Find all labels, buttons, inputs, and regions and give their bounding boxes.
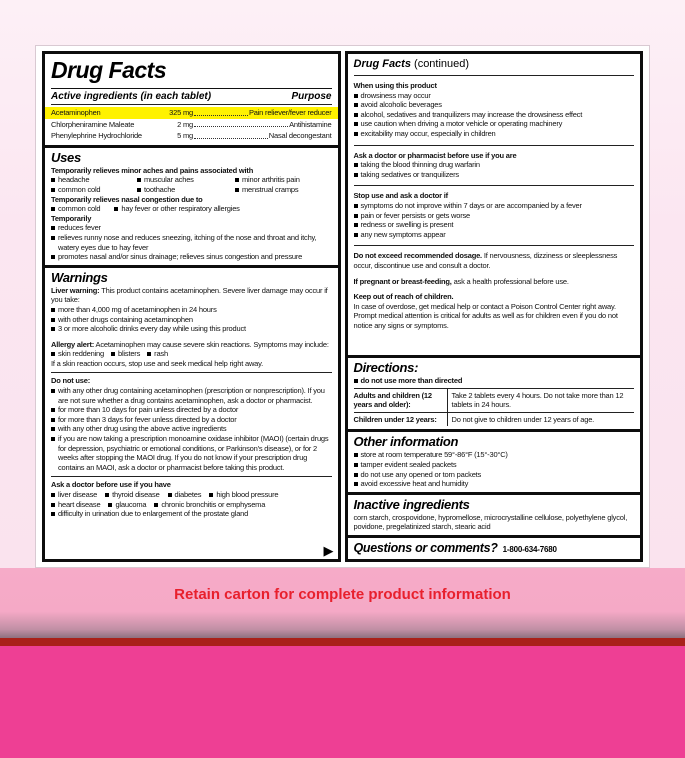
keep-out-notice — [354, 292, 635, 330]
keep-out-notice-label: Keep out of reach of children. — [353, 292, 454, 302]
bullet-item: hay fever or other respiratory allergies — [114, 204, 239, 214]
questions-phone-number: 1-800-634-7680 — [502, 545, 557, 554]
bullet-square-icon — [105, 493, 109, 497]
pink-band — [0, 568, 685, 638]
warnings-title: Warnings — [51, 269, 108, 285]
bullet-square-icon — [137, 188, 141, 192]
bullet-square-icon — [354, 214, 358, 218]
bullet-square-icon — [51, 188, 55, 192]
uses-nasal-bullets — [51, 204, 332, 214]
bullet-item: with any other drug using the above active ingredients — [51, 424, 332, 434]
liver-warning-label: Liver warning: — [51, 285, 100, 295]
continue-arrow-icon: ▶ — [323, 543, 334, 558]
directions-row-label: Children under 12 years: — [354, 413, 448, 427]
bullet-item: redness or swelling is present — [354, 220, 635, 230]
bullet-item: store at room temperature 59°-86°F (15°-30°C) — [354, 450, 635, 460]
bullet-item: thyroid disease — [105, 490, 159, 500]
allergy-alert-text: Acetaminophen may cause severe skin reactions. Symptoms may include: — [95, 339, 329, 349]
bullet-item: high blood pressure — [209, 490, 278, 500]
bullet-item: glaucoma — [108, 500, 146, 510]
stop-use-section — [348, 189, 641, 242]
bullet-square-icon — [354, 463, 358, 467]
bullet-square-icon — [354, 223, 358, 227]
bullet-item: rash — [147, 349, 168, 359]
bullet-square-icon — [51, 236, 55, 240]
directions-bullet: do not use more than directed — [354, 376, 635, 386]
bullet-square-icon — [51, 178, 55, 182]
bullet-square-icon — [235, 188, 239, 192]
drug-facts-right-column — [345, 51, 644, 562]
ingredient-name: Phenylephrine Hydrochloride — [51, 131, 142, 141]
inactive-ingredients-text: corn starch, crospovidone, hypromellose, microcrystalline cellulose, polyethylene glycol, povidone, pregelatinized starch, stearic acid — [353, 512, 628, 532]
bullet-item: taking sedatives or tranquilizers — [354, 170, 635, 180]
bullet-square-icon — [354, 204, 358, 208]
uses-temp-bullets — [51, 223, 332, 261]
when-using-section — [348, 79, 641, 142]
bullet-item: menstrual cramps — [235, 185, 332, 195]
ingredient-amount: 2 mg — [177, 119, 193, 129]
bullet-item: pain or fever persists or gets worse — [354, 211, 635, 221]
bullet-square-icon — [51, 418, 55, 422]
bullet-square-icon — [168, 493, 172, 497]
drug-facts-continued-title — [348, 54, 641, 72]
bullet-square-icon — [51, 318, 55, 322]
ingredient-row-phenylephrine — [45, 130, 338, 142]
directions-row-value: Do not give to children under 12 years of age. — [451, 414, 595, 424]
bullet-item: any new symptoms appear — [354, 230, 635, 240]
bullet-item: with any other drug containing acetaminophen (prescription or nonprescription). If you are not sure whether a drug contains acetaminophen, ask a doctor or pharmacist. — [51, 386, 332, 405]
pregnancy-notice-text: ask a health professional before use. — [453, 276, 569, 286]
bullet-item: muscular aches — [137, 175, 235, 185]
bullet-item: chronic bronchitis or emphysema — [154, 500, 265, 510]
directions-title: Directions: — [353, 360, 419, 376]
questions-title: Questions or comments? — [353, 541, 498, 555]
bullet-item: headache — [51, 175, 137, 185]
bullet-square-icon — [51, 493, 55, 497]
bullet-square-icon — [51, 512, 55, 516]
divider — [354, 145, 635, 146]
uses-section — [45, 145, 338, 265]
inactive-ingredients-section — [348, 492, 641, 535]
notices-section — [348, 249, 641, 355]
keep-out-notice-text: In case of overdose, get medical help or contact a Poison Control Center right away. Prompt medical attention is critical for adults as well as for children even if you do not notice any signs or symptoms. — [353, 301, 618, 330]
bullet-square-icon — [51, 255, 55, 259]
drug-facts-left-column — [42, 51, 341, 562]
bullet-square-icon — [354, 163, 358, 167]
dark-red-stripe — [0, 638, 685, 646]
stop-use-bullets — [354, 201, 635, 239]
bullet-square-icon — [51, 226, 55, 230]
drug-facts-continued-suffix: (continued) — [414, 58, 470, 70]
uses-lead3: Temporarily — [51, 213, 92, 223]
bullet-square-icon — [137, 178, 141, 182]
bullet-square-icon — [354, 379, 358, 383]
bullet-item: more than 4,000 mg of acetaminophen in 24 hours — [51, 305, 332, 315]
stop-use-label: Stop use and ask a doctor if — [353, 191, 448, 201]
allergy-alert-tail: If a skin reaction occurs, stop use and seek medical help right away. — [51, 358, 264, 368]
directions-section — [348, 355, 641, 429]
uses-title: Uses — [51, 149, 81, 165]
bullet-square-icon — [354, 233, 358, 237]
directions-table-row — [354, 389, 635, 413]
bullet-item: diabetes — [168, 490, 202, 500]
bullet-square-icon — [354, 122, 358, 126]
bullet-square-icon — [235, 178, 239, 182]
retain-carton-note: Retain carton for complete product information — [174, 586, 511, 603]
bullet-item: blisters — [111, 349, 140, 359]
do-not-use-bullets — [51, 386, 332, 472]
ingredient-amount: 325 mg — [169, 108, 193, 117]
bullet-square-icon — [354, 473, 358, 477]
drug-facts-continued-name: Drug Facts — [353, 58, 411, 70]
bullet-item: common cold — [51, 185, 137, 195]
dotted-leader — [194, 120, 288, 127]
bullet-square-icon — [354, 453, 358, 457]
bullet-item: excitability may occur, especially in children — [354, 129, 635, 139]
bullet-square-icon — [354, 132, 358, 136]
bullet-item: 3 or more alcoholic drinks every day while using this product — [51, 324, 332, 334]
bullet-square-icon — [354, 94, 358, 98]
drug-facts-title: Drug Facts — [51, 57, 167, 83]
pregnancy-notice — [354, 277, 635, 287]
bullet-square-icon — [209, 493, 213, 497]
bullet-square-icon — [108, 503, 112, 507]
other-information-bullets — [354, 450, 635, 488]
bullet-square-icon — [354, 113, 358, 117]
other-information-section — [348, 429, 641, 491]
bullet-item: use caution when driving a motor vehicle or operating machinery — [354, 119, 635, 129]
bullet-item: for more than 10 days for pain unless directed by a doctor — [51, 405, 332, 415]
ask-doctor-label: Ask a doctor before use if you have — [51, 480, 171, 490]
active-ingredients-table — [45, 107, 338, 145]
warnings-section — [45, 265, 338, 559]
bullet-square-icon — [147, 352, 151, 356]
uses-lead2: Temporarily relieves nasal congestion due to — [51, 194, 203, 204]
liver-warning-text: This product contains acetaminophen. Severe liver damage may occur if you take: — [51, 285, 328, 305]
ingredient-name: Acetaminophen — [51, 108, 101, 117]
uses-lead1: Temporarily relieves minor aches and pains associated with — [51, 165, 254, 175]
when-using-bullets — [354, 91, 635, 139]
ask-pharmacist-label: Ask a doctor or pharmacist before use if you are — [353, 150, 517, 160]
other-information-title: Other information — [353, 434, 459, 450]
questions-section — [348, 535, 641, 559]
ingredient-amount: 5 mg — [177, 131, 193, 141]
bullet-square-icon — [51, 389, 55, 393]
ask-pharmacist-bullets — [354, 160, 635, 179]
bullet-item: common cold — [51, 204, 100, 214]
bullet-square-icon — [51, 327, 55, 331]
bullet-square-icon — [51, 408, 55, 412]
dotted-leader — [194, 109, 248, 116]
ask-doctor-block-bullet: difficulty in urination due to enlargement of the prostate gland — [51, 509, 332, 519]
divider — [51, 476, 332, 477]
divider — [354, 185, 635, 186]
bullet-item: taking the blood thinning drug warfarin — [354, 160, 635, 170]
bullet-square-icon — [114, 207, 118, 211]
directions-table-row — [354, 413, 635, 427]
bullet-item: skin reddening — [51, 349, 104, 359]
magenta-band — [0, 646, 685, 758]
bullet-square-icon — [51, 503, 55, 507]
dotted-leader — [194, 132, 268, 139]
bullet-item: with other drugs containing acetaminophen — [51, 315, 332, 325]
divider — [51, 372, 332, 373]
bullet-square-icon — [354, 103, 358, 107]
drug-facts-panel — [35, 45, 650, 568]
bullet-item: do not use any opened or torn packets — [354, 470, 635, 480]
bullet-square-icon — [354, 482, 358, 486]
bullet-item: symptoms do not improve within 7 days or are accompanied by a fever — [354, 201, 635, 211]
directions-row-value: Take 2 tablets every 4 hours. Do not take more than 12 tablets in 24 hours. — [451, 390, 624, 410]
bullet-item: drowsiness may occur — [354, 91, 635, 101]
bullet-square-icon — [51, 207, 55, 211]
uses-aches-bullets — [51, 175, 332, 194]
dosage-notice-text: If nervousness, dizziness or sleeplessness occur, discontinue use and consult a doctor. — [353, 251, 618, 270]
bullet-item: avoid excessive heat and humidity — [354, 479, 635, 489]
ingredient-name: Chlorpheniramine Maleate — [51, 119, 135, 129]
ask-doctor-inline-bullets — [51, 490, 332, 509]
ask-pharmacist-section — [348, 149, 641, 183]
active-ingredients-label: Active ingredients (in each tablet) — [51, 91, 212, 102]
allergy-bullets — [51, 349, 332, 368]
liver-warning-bullets — [51, 305, 332, 334]
bullet-square-icon — [354, 173, 358, 177]
dosage-notice-label: Do not exceed recommended dosage. — [353, 251, 482, 261]
bullet-item: relieves runny nose and reduces sneezing, itching of the nose and throat and itchy, watery eyes due to hay fever — [51, 233, 332, 252]
directions-table — [354, 388, 635, 427]
bullet-square-icon — [154, 503, 158, 507]
when-using-label: When using this product — [353, 81, 437, 90]
ingredient-purpose: Pain reliever/fever reducer — [248, 108, 332, 117]
allergy-alert-label: Allergy alert: — [51, 339, 95, 349]
inactive-ingredients-title: Inactive ingredients — [353, 496, 470, 512]
bullet-item: for more than 3 days for fever unless directed by a doctor — [51, 415, 332, 425]
bullet-square-icon — [51, 308, 55, 312]
bullet-item: minor arthritis pain — [235, 175, 332, 185]
bullet-item: toothache — [137, 185, 235, 195]
purpose-label: Purpose — [291, 91, 332, 102]
active-ingredients-header — [45, 89, 338, 103]
bullet-square-icon — [51, 437, 55, 441]
ingredient-purpose: Antihistamine — [289, 119, 332, 129]
bullet-item: heart disease — [51, 500, 100, 510]
bullet-item: if you are now taking a prescription monoamine oxidase inhibitor (MAOI) (certain drugs for depression, psychiatric or emotional conditions, or Parkinson's disease), or for 2 weeks after stopping the MAOI drug. If you do not know if your prescription drug contains an MAOI, ask a doctor or pharmacist before taking this product. — [51, 434, 332, 472]
bullet-square-icon — [51, 427, 55, 431]
ingredient-purpose: Nasal decongestant — [268, 131, 332, 141]
ingredient-row-acetaminophen — [45, 107, 338, 119]
ingredient-row-chlorpheniramine — [45, 119, 338, 131]
bullet-square-icon — [51, 352, 55, 356]
directions-row-label: Adults and children (12 years and older): — [354, 389, 448, 412]
divider — [354, 245, 635, 246]
pregnancy-notice-label: If pregnant or breast-feeding, — [353, 276, 452, 286]
divider — [51, 104, 332, 105]
bullet-item: promotes nasal and/or sinus drainage; relieves sinus congestion and pressure — [51, 252, 332, 262]
bullet-item: tamper evident sealed packets — [354, 460, 635, 470]
do-not-use-label: Do not use: — [51, 376, 91, 386]
bullet-item: reduces fever — [51, 223, 332, 233]
bullet-item: alcohol, sedatives and tranquilizers may increase the drowsiness effect — [354, 110, 635, 120]
bullet-item: liver disease — [51, 490, 97, 500]
bullet-item: avoid alcoholic beverages — [354, 100, 635, 110]
bullet-square-icon — [111, 352, 115, 356]
divider — [354, 75, 635, 76]
dosage-notice — [354, 251, 635, 270]
